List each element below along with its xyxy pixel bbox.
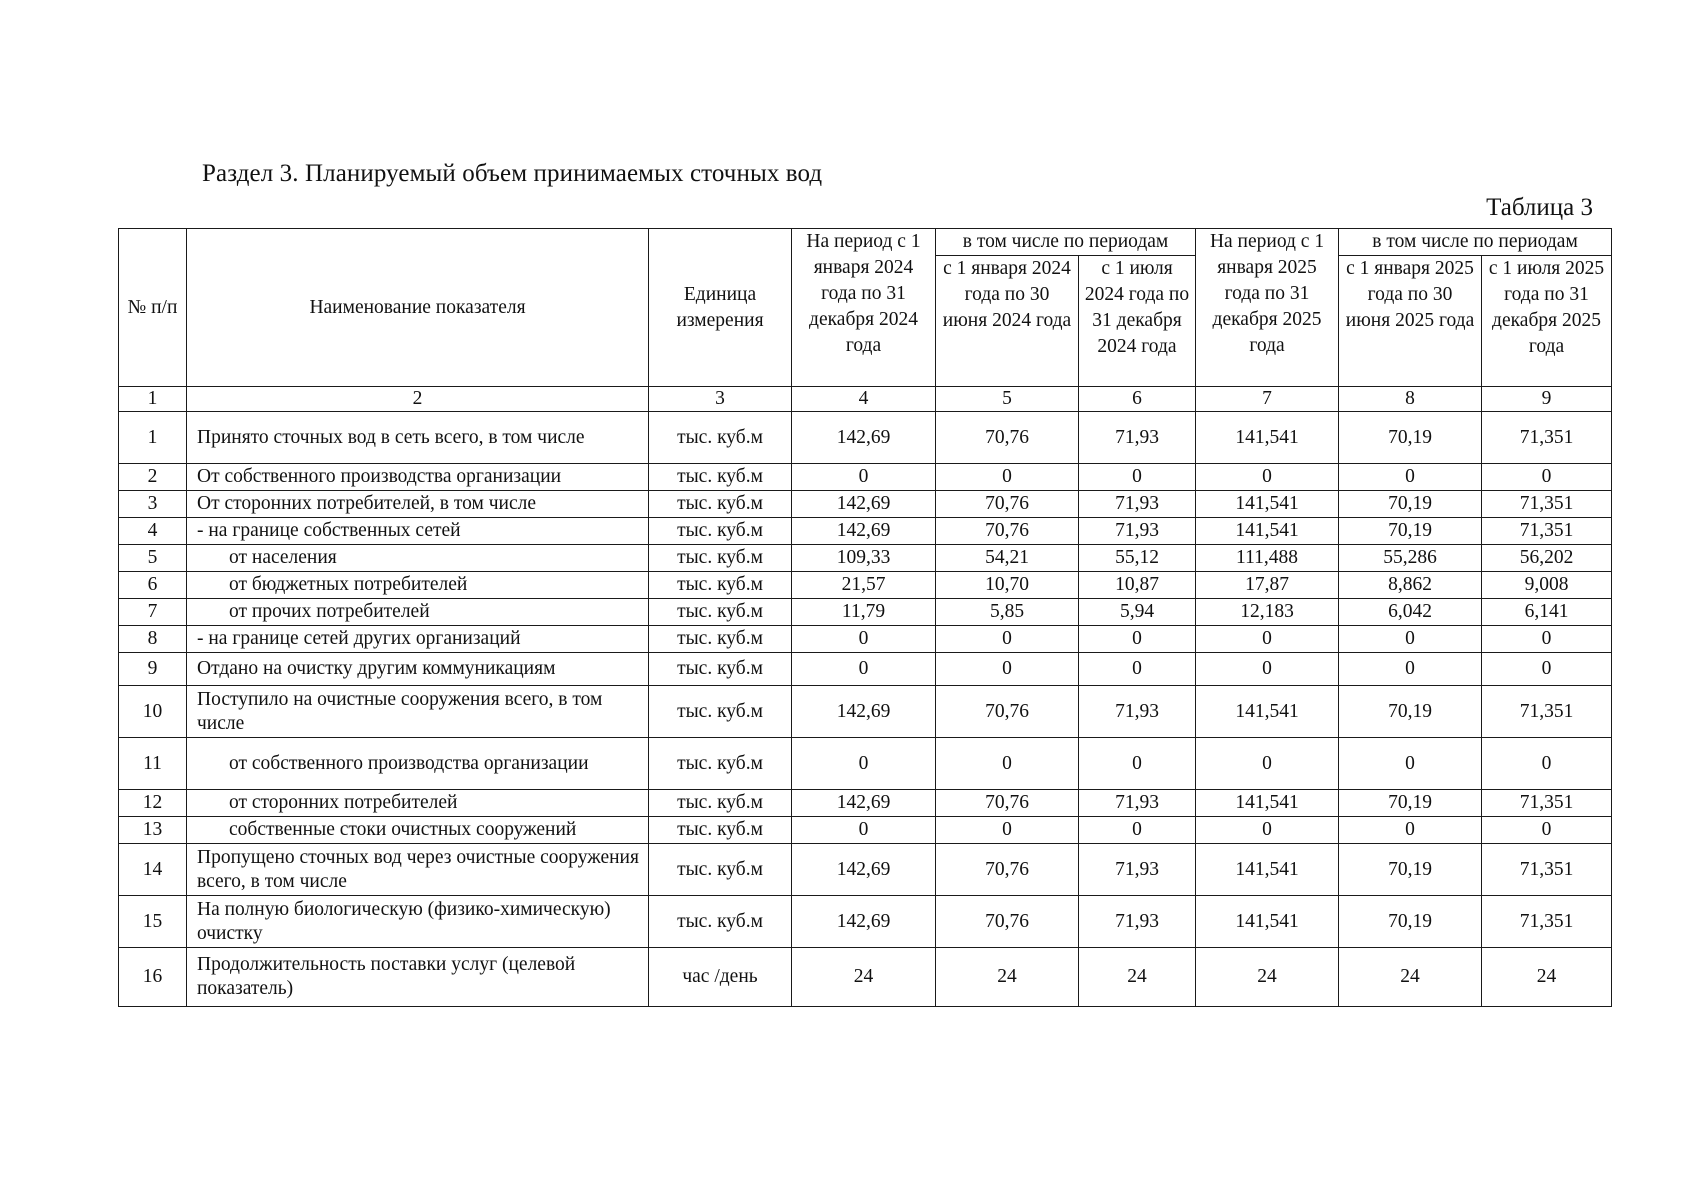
value-cell: 111,488: [1196, 545, 1339, 572]
value-cell: 24: [1339, 948, 1482, 1007]
value-cell: 141,541: [1196, 412, 1339, 464]
value-cell: 10,70: [936, 572, 1079, 599]
value-cell: 71,351: [1482, 518, 1612, 545]
unit-cell: тыс. куб.м: [649, 817, 792, 844]
column-number: 8: [1339, 387, 1482, 412]
table-row: [119, 686, 1612, 738]
value-cell: 142,69: [792, 686, 936, 738]
value-cell: 70,19: [1339, 412, 1482, 464]
indicator-name: - на границе сетей других организаций: [187, 626, 649, 653]
value-cell: 70,19: [1339, 790, 1482, 817]
row-number: 6: [119, 572, 187, 599]
value-cell: 0: [1079, 817, 1196, 844]
value-cell: 141,541: [1196, 491, 1339, 518]
indicator-name: собственные стоки очистных сооружений: [187, 817, 649, 844]
value-cell: 71,351: [1482, 686, 1612, 738]
unit-cell: тыс. куб.м: [649, 599, 792, 626]
value-cell: 70,19: [1339, 844, 1482, 896]
table-row: [119, 626, 1612, 653]
value-cell: 24: [1079, 948, 1196, 1007]
value-cell: 10,87: [1079, 572, 1196, 599]
indicator-name: На полную биологическую (физико-химическую) очистку: [187, 896, 649, 948]
value-cell: 71,93: [1079, 686, 1196, 738]
indicator-name: от прочих потребителей: [187, 599, 649, 626]
header-period-2025: На период с 1 января 2025 года по 31 декабря 2025 года: [1196, 229, 1339, 387]
value-cell: 71,93: [1079, 518, 1196, 545]
value-cell: 0: [936, 817, 1079, 844]
table-row: [119, 599, 1612, 626]
indicator-name: От собственного производства организации: [187, 464, 649, 491]
header-sub-2025: в том числе по периодам: [1339, 229, 1612, 256]
indicator-name: Поступило на очистные сооружения всего, в том числе: [187, 686, 649, 738]
value-cell: 141,541: [1196, 896, 1339, 948]
table-body: [119, 387, 1612, 1007]
value-cell: 0: [792, 738, 936, 790]
unit-cell: тыс. куб.м: [649, 686, 792, 738]
value-cell: 71,93: [1079, 844, 1196, 896]
value-cell: 0: [1482, 738, 1612, 790]
value-cell: 0: [1482, 817, 1612, 844]
row-number: 4: [119, 518, 187, 545]
row-number: 16: [119, 948, 187, 1007]
unit-cell: тыс. куб.м: [649, 518, 792, 545]
value-cell: 141,541: [1196, 844, 1339, 896]
value-cell: 6,042: [1339, 599, 1482, 626]
header-row-top: [119, 229, 1612, 256]
value-cell: 0: [792, 626, 936, 653]
value-cell: 0: [1339, 653, 1482, 686]
indicator-name: Отдано на очистку другим коммуникациям: [187, 653, 649, 686]
row-number: 11: [119, 738, 187, 790]
table-row: [119, 572, 1612, 599]
value-cell: 71,351: [1482, 412, 1612, 464]
table-row: [119, 464, 1612, 491]
value-cell: 0: [1339, 464, 1482, 491]
indicator-name: Продолжительность поставки услуг (целевой показатель): [187, 948, 649, 1007]
row-number: 7: [119, 599, 187, 626]
value-cell: 142,69: [792, 896, 936, 948]
value-cell: 9,008: [1482, 572, 1612, 599]
value-cell: 17,87: [1196, 572, 1339, 599]
row-number: 15: [119, 896, 187, 948]
column-number: 6: [1079, 387, 1196, 412]
header-h2-2024: с 1 июля 2024 года по 31 декабря 2024 года: [1079, 256, 1196, 387]
value-cell: 109,33: [792, 545, 936, 572]
value-cell: 6,141: [1482, 599, 1612, 626]
value-cell: 71,93: [1079, 790, 1196, 817]
value-cell: 71,351: [1482, 896, 1612, 948]
indicator-name: Принято сточных вод в сеть всего, в том числе: [187, 412, 649, 464]
value-cell: 0: [1079, 653, 1196, 686]
unit-cell: тыс. куб.м: [649, 412, 792, 464]
section-title: Раздел 3. Планируемый объем принимаемых сточных вод: [202, 160, 823, 187]
table-row: [119, 491, 1612, 518]
value-cell: 0: [1482, 653, 1612, 686]
value-cell: 0: [1339, 626, 1482, 653]
column-number: 1: [119, 387, 187, 412]
column-number: 3: [649, 387, 792, 412]
value-cell: 71,351: [1482, 844, 1612, 896]
unit-cell: тыс. куб.м: [649, 572, 792, 599]
unit-cell: тыс. куб.м: [649, 790, 792, 817]
unit-cell: час /день: [649, 948, 792, 1007]
value-cell: 0: [1196, 626, 1339, 653]
value-cell: 5,94: [1079, 599, 1196, 626]
value-cell: 141,541: [1196, 686, 1339, 738]
value-cell: 24: [1482, 948, 1612, 1007]
value-cell: 0: [936, 626, 1079, 653]
value-cell: 55,286: [1339, 545, 1482, 572]
value-cell: 0: [936, 738, 1079, 790]
unit-cell: тыс. куб.м: [649, 626, 792, 653]
row-number: 1: [119, 412, 187, 464]
value-cell: 70,76: [936, 686, 1079, 738]
value-cell: 0: [936, 653, 1079, 686]
unit-cell: тыс. куб.м: [649, 844, 792, 896]
value-cell: 142,69: [792, 790, 936, 817]
value-cell: 0: [1339, 817, 1482, 844]
value-cell: 24: [1196, 948, 1339, 1007]
header-h2-2025: с 1 июля 2025 года по 31 декабря 2025 года: [1482, 256, 1612, 387]
value-cell: 0: [1196, 817, 1339, 844]
unit-cell: тыс. куб.м: [649, 738, 792, 790]
value-cell: 55,12: [1079, 545, 1196, 572]
value-cell: 70,76: [936, 790, 1079, 817]
header-h1-2025: с 1 января 2025 года по 30 июня 2025 года: [1339, 256, 1482, 387]
value-cell: 70,76: [936, 896, 1079, 948]
value-cell: 70,19: [1339, 491, 1482, 518]
value-cell: 0: [936, 464, 1079, 491]
value-cell: 142,69: [792, 518, 936, 545]
value-cell: 12,183: [1196, 599, 1339, 626]
value-cell: 142,69: [792, 844, 936, 896]
table-row: [119, 948, 1612, 1007]
header-period-2024: На период с 1 января 2024 года по 31 декабря 2024 года: [792, 229, 936, 387]
value-cell: 5,85: [936, 599, 1079, 626]
value-cell: 70,19: [1339, 686, 1482, 738]
value-cell: 71,93: [1079, 896, 1196, 948]
value-cell: 70,76: [936, 518, 1079, 545]
column-number: 2: [187, 387, 649, 412]
header-unit: Единица измерения: [649, 229, 792, 387]
row-number: 2: [119, 464, 187, 491]
value-cell: 70,19: [1339, 896, 1482, 948]
value-cell: 54,21: [936, 545, 1079, 572]
column-number: 5: [936, 387, 1079, 412]
value-cell: 70,19: [1339, 518, 1482, 545]
row-number: 5: [119, 545, 187, 572]
value-cell: 11,79: [792, 599, 936, 626]
header-h1-2024: с 1 января 2024 года по 30 июня 2024 года: [936, 256, 1079, 387]
value-cell: 0: [792, 464, 936, 491]
value-cell: 8,862: [1339, 572, 1482, 599]
row-number: 10: [119, 686, 187, 738]
table-row: [119, 790, 1612, 817]
value-cell: 0: [792, 817, 936, 844]
row-number: 12: [119, 790, 187, 817]
indicator-name: от бюджетных потребителей: [187, 572, 649, 599]
value-cell: 70,76: [936, 491, 1079, 518]
table-row: [119, 412, 1612, 464]
value-cell: 0: [1079, 464, 1196, 491]
value-cell: 141,541: [1196, 790, 1339, 817]
column-number: 9: [1482, 387, 1612, 412]
value-cell: 0: [1196, 738, 1339, 790]
table-row: [119, 518, 1612, 545]
value-cell: 0: [1482, 626, 1612, 653]
value-cell: 24: [936, 948, 1079, 1007]
value-cell: 71,351: [1482, 491, 1612, 518]
indicator-name: Пропущено сточных вод через очистные сооружения всего, в том числе: [187, 844, 649, 896]
value-cell: 141,541: [1196, 518, 1339, 545]
value-cell: 142,69: [792, 491, 936, 518]
value-cell: 21,57: [792, 572, 936, 599]
indicator-name: от сторонних потребителей: [187, 790, 649, 817]
row-number: 8: [119, 626, 187, 653]
row-number: 3: [119, 491, 187, 518]
indicator-name: от населения: [187, 545, 649, 572]
wastewater-volume-table: [118, 228, 1612, 1007]
column-number: 4: [792, 387, 936, 412]
column-number: 7: [1196, 387, 1339, 412]
row-number: 13: [119, 817, 187, 844]
value-cell: 70,76: [936, 412, 1079, 464]
value-cell: 0: [1482, 464, 1612, 491]
header-num: № п/п: [119, 229, 187, 387]
column-number-row: [119, 387, 1612, 412]
value-cell: 0: [1339, 738, 1482, 790]
unit-cell: тыс. куб.м: [649, 464, 792, 491]
table-row: [119, 653, 1612, 686]
indicator-name: От сторонних потребителей, в том числе: [187, 491, 649, 518]
unit-cell: тыс. куб.м: [649, 491, 792, 518]
table-label: Таблица 3: [1486, 194, 1593, 221]
table-row: [119, 844, 1612, 896]
table-row: [119, 545, 1612, 572]
value-cell: 142,69: [792, 412, 936, 464]
row-number: 9: [119, 653, 187, 686]
indicator-name: от собственного производства организации: [187, 738, 649, 790]
table-row: [119, 817, 1612, 844]
value-cell: 0: [1196, 464, 1339, 491]
value-cell: 71,351: [1482, 790, 1612, 817]
unit-cell: тыс. куб.м: [649, 896, 792, 948]
indicator-name: - на границе собственных сетей: [187, 518, 649, 545]
value-cell: 0: [1079, 626, 1196, 653]
value-cell: 70,76: [936, 844, 1079, 896]
table-row: [119, 738, 1612, 790]
value-cell: 71,93: [1079, 491, 1196, 518]
value-cell: 0: [1196, 653, 1339, 686]
value-cell: 0: [1079, 738, 1196, 790]
value-cell: 56,202: [1482, 545, 1612, 572]
value-cell: 71,93: [1079, 412, 1196, 464]
value-cell: 0: [792, 653, 936, 686]
table-row: [119, 896, 1612, 948]
row-number: 14: [119, 844, 187, 896]
unit-cell: тыс. куб.м: [649, 545, 792, 572]
header-sub-2024: в том числе по периодам: [936, 229, 1196, 256]
header-name: Наименование показателя: [187, 229, 649, 387]
value-cell: 24: [792, 948, 936, 1007]
unit-cell: тыс. куб.м: [649, 653, 792, 686]
